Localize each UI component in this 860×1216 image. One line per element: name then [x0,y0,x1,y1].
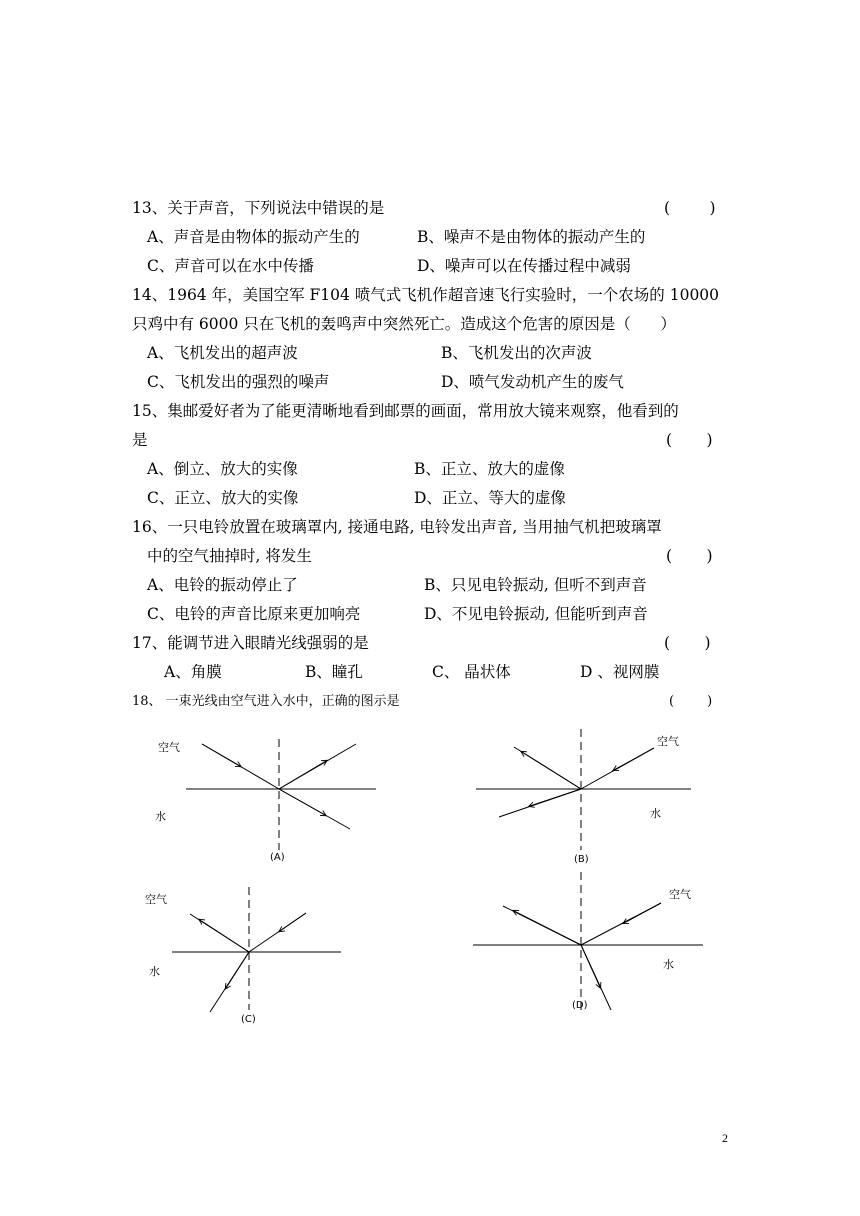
q17-option-a: A、角膜 [164,663,222,681]
q13-answer-paren: ( ) [664,199,716,217]
diagram-d-caption: (D) [572,1000,588,1011]
q16-option-c: C、电铃的声音比原来更加响亮 [147,605,361,623]
diagram-a-caption: (A) [270,852,285,863]
q15-stem-line2: 是 [132,431,148,449]
q13-option-d: D、噪声可以在传播过程中减弱 [417,257,631,275]
q15-option-c: C、正立、放大的实像 [147,489,299,507]
diagram-b-incident-arrow [614,748,654,770]
q17-option-d: D 、视网膜 [580,663,660,681]
diagram-c [172,887,341,1012]
q17-answer-paren: ( ) [664,634,711,652]
diagram-b-caption: (B) [574,854,589,865]
q15-answer-paren: ( ) [666,431,713,449]
diagram-a [186,739,376,850]
q16-option-b: B、只见电铃振动, 但听不到声音 [424,576,647,594]
q17-stem: 17、能调节进入眼睛光线强弱的是 [132,634,369,652]
q14-option-d: D、喷气发动机产生的废气 [441,373,624,391]
q17-option-b: B、瞳孔 [305,663,363,681]
diagram-a-air-label: 空气 [158,741,180,754]
q15-option-b: B、正立、放大的虚像 [414,460,565,478]
q16-answer-paren: ( ) [666,547,713,565]
diagram-c-refracted-arrow [226,952,249,988]
diagram-d-refracted-arrow [581,945,600,987]
diagram-b-water-label: 水 [650,807,661,820]
q13-option-a: A、声音是由物体的振动产生的 [147,228,360,246]
diagram-a-reflected-arrow [279,761,326,789]
diagram-d-water-label: 水 [663,958,674,971]
q14-option-b: B、飞机发出的次声波 [441,344,592,362]
diagram-a-incident-arrow [202,744,240,766]
q16-option-d: D、不见电铃振动, 但能听到声音 [424,605,648,623]
q16-stem-line1: 16、一只电铃放置在玻璃罩内, 接通电路, 电铃发出声音, 当用抽气机把玻璃罩 [132,518,662,536]
q14-option-a: A、飞机发出的超声波 [147,344,298,362]
q13-option-c: C、声音可以在水中传播 [147,257,314,275]
q15-stem-line1: 15、集邮爱好者为了能更清晰地看到邮票的画面，常用放大镜来观察，他看到的 [132,402,679,420]
q15-option-d: D、正立、等大的虚像 [414,489,566,507]
diagram-c-incident-arrow [280,913,306,931]
q13-option-b: B、噪声不是由物体的振动产生的 [417,228,646,246]
q14-stem-line2: 只鸡中有 6000 只在飞机的轰鸣声中突然死亡。造成这个危害的原因是（ ） [132,315,676,333]
diagram-d-incident-arrow [624,903,661,923]
diagram-d-air-label: 空气 [669,888,691,901]
diagram-a-refracted-arrow [279,789,325,815]
q15-option-a: A、倒立、放大的实像 [147,460,298,478]
diagram-c-caption: (C) [241,1014,256,1025]
diagram-d-reflected-arrow [514,911,581,945]
q16-stem-line2: 中的空气抽掉时, 将发生 [147,547,312,565]
q18-stem: 18、 一束光线由空气进入水中，正确的图示是 [132,694,400,709]
q14-stem-line1: 14、1964 年，美国空军 F104 喷气式飞机作超音速飞行实验时，一个农场的 10000 [132,286,720,304]
diagram-c-water-label: 水 [149,965,160,978]
q13-stem: 13、关于声音，下列说法中错误的是 [132,199,385,217]
diagram-c-air-label: 空气 [145,893,167,906]
diagram-b-air-label: 空气 [657,735,679,748]
diagram-b-reflected-arrow [522,752,581,789]
page-number: 2 [722,1131,728,1145]
diagram-a-water-label: 水 [155,810,166,823]
q17-option-c: C、 晶状体 [432,663,511,681]
diagram-b-refracted-arrow [530,789,581,806]
q16-option-a: A、电铃的振动停止了 [147,576,298,594]
q14-option-c: C、飞机发出的强烈的噪声 [147,373,330,391]
q18-answer-paren: ( ) [669,694,713,709]
diagram-c-reflected-arrow [200,920,249,952]
